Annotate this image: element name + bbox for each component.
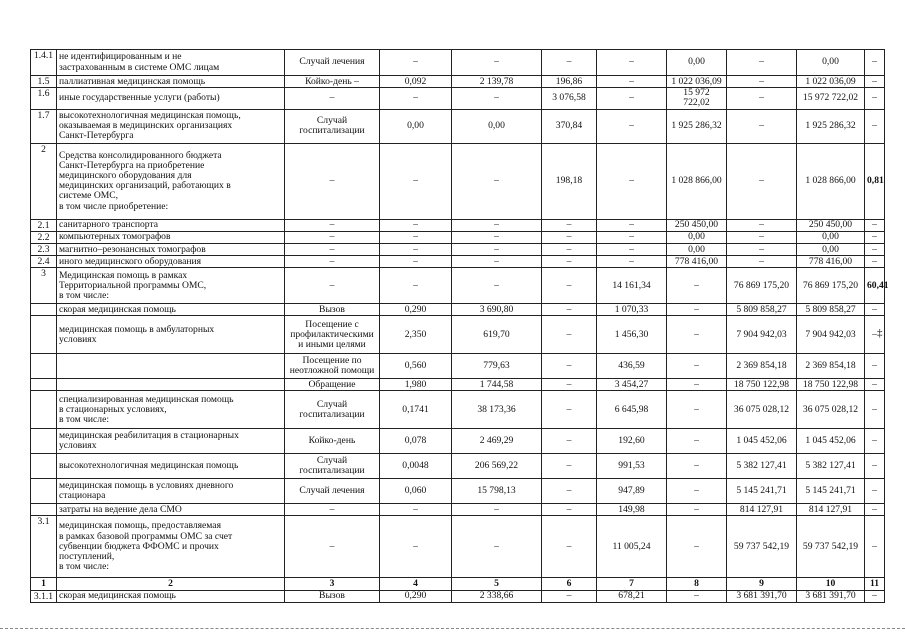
item-name-cell: магнитно–резонансных томографов xyxy=(57,244,285,256)
grand-total-cell: 1 925 286,32 xyxy=(797,109,865,143)
volume-norm-cell: – xyxy=(380,231,452,243)
unit-cell: Обращение xyxy=(285,379,380,391)
grand-total-cell: 1 045 452,06 xyxy=(797,429,865,454)
item-name-cell: Медицинская помощь в рамках Территориальной программы ОМС, в том числе: xyxy=(57,268,285,304)
cost-norm-cell: 0,00 xyxy=(452,109,542,143)
cost-norm-cell: – xyxy=(452,50,542,76)
item-name-cell: медицинская помощь в амбулаторных условиях xyxy=(57,316,285,354)
budget-total-cell: – xyxy=(667,391,727,429)
oms-total-cell: – xyxy=(727,143,797,219)
item-name-cell: 2 xyxy=(57,578,285,590)
row-number-cell: 3.1.1 xyxy=(31,590,57,602)
grand-total-cell: 250 450,00 xyxy=(797,219,865,231)
oms-total-cell: – xyxy=(727,231,797,243)
item-name-cell: иные государственные услуги (работы) xyxy=(57,88,285,109)
volume-norm-cell: 0,060 xyxy=(380,479,452,504)
budget-total-cell: – xyxy=(667,304,727,316)
cost-norm-cell: – xyxy=(452,244,542,256)
unit-cell: – xyxy=(285,219,380,231)
budget-total-cell: 1 028 866,00 xyxy=(667,143,727,219)
percent-cell: – xyxy=(865,88,885,109)
oms-total-cell: 59 737 542,19 xyxy=(727,516,797,578)
budget-total-cell: – xyxy=(667,516,727,578)
table-row xyxy=(31,219,885,231)
item-name-cell: высокотехнологичная медицинская помощь, оказываемая в медицинских организациях Санкт-Петербурга xyxy=(57,109,285,143)
cost-norm-cell: – xyxy=(452,268,542,304)
volume-norm-cell: – xyxy=(380,88,452,109)
per-capita-oms-cell: – xyxy=(597,143,667,219)
item-name-cell: не идентифицированным и не застрахованным в системе ОМС лицам xyxy=(57,50,285,76)
percent-cell: – xyxy=(865,316,885,354)
budget-total-cell: – xyxy=(667,429,727,454)
row-number-cell: 2.2 xyxy=(31,231,57,243)
grand-total-cell: 1 022 036,09 xyxy=(797,76,865,88)
volume-norm-cell: 0,0048 xyxy=(380,454,452,479)
budget-total-cell: 0,00 xyxy=(667,50,727,76)
table-row xyxy=(31,304,885,316)
table-row xyxy=(31,244,885,256)
volume-norm-cell: – xyxy=(380,244,452,256)
volume-norm-cell: – xyxy=(380,50,452,76)
oms-total-cell: – xyxy=(727,50,797,76)
grand-total-cell: 0,00 xyxy=(797,50,865,76)
per-capita-oms-cell: – xyxy=(597,231,667,243)
oms-total-cell: 5 145 241,71 xyxy=(727,479,797,504)
percent-cell: – xyxy=(865,391,885,429)
budget-total-cell: – xyxy=(667,316,727,354)
unit-cell: Койко-день – xyxy=(285,76,380,88)
table-row xyxy=(31,429,885,454)
item-name-cell: медицинская реабилитация в стационарных условиях xyxy=(57,429,285,454)
oms-total-cell: 18 750 122,98 xyxy=(727,379,797,391)
unit-cell: Случай госпитализации xyxy=(285,391,380,429)
percent-cell: 0,81 xyxy=(865,143,885,219)
oms-total-cell: – xyxy=(727,244,797,256)
per-capita-budget-cell: – xyxy=(542,231,597,243)
volume-norm-cell: – xyxy=(380,256,452,268)
per-capita-oms-cell: – xyxy=(597,76,667,88)
cost-norm-cell: 15 798,13 xyxy=(452,479,542,504)
percent-cell: – xyxy=(865,244,885,256)
percent-cell: – xyxy=(865,379,885,391)
table-row xyxy=(31,50,885,76)
budget-total-cell: – xyxy=(667,354,727,379)
cost-norm-cell: 5 xyxy=(452,578,542,590)
oms-total-cell: – xyxy=(727,256,797,268)
unit-cell: – xyxy=(285,88,380,109)
per-capita-oms-cell: 149,98 xyxy=(597,504,667,516)
grand-total-cell: 15 972 722,02 xyxy=(797,88,865,109)
oms-total-cell: 2 369 854,18 xyxy=(727,354,797,379)
row-number-cell: 3 xyxy=(31,268,57,304)
grand-total-cell: 1 028 866,00 xyxy=(797,143,865,219)
per-capita-budget-cell: – xyxy=(542,316,597,354)
oms-total-cell: 1 045 452,06 xyxy=(727,429,797,454)
per-capita-budget-cell: – xyxy=(542,268,597,304)
volume-norm-cell: 0,290 xyxy=(380,304,452,316)
unit-cell: – xyxy=(285,231,380,243)
percent-cell: – xyxy=(865,304,885,316)
percent-cell: – xyxy=(865,354,885,379)
grand-total-cell: 59 737 542,19 xyxy=(797,516,865,578)
row-number-cell: 2.3 xyxy=(31,244,57,256)
oms-total-cell: – xyxy=(727,109,797,143)
cost-norm-cell: – xyxy=(452,219,542,231)
per-capita-oms-cell: 947,89 xyxy=(597,479,667,504)
tariff-table-page xyxy=(30,49,889,603)
unit-cell: Случай лечения xyxy=(285,50,380,76)
volume-norm-cell: – xyxy=(380,268,452,304)
cost-norm-cell: 2 139,78 xyxy=(452,76,542,88)
item-name-cell: медицинская помощь, предоставляемая в рамках базовой программы ОМС за счет субвенции бюджета ФФОМС и прочих поступлений, в том числе: xyxy=(57,516,285,578)
percent-cell: – xyxy=(865,454,885,479)
table-row xyxy=(31,379,885,391)
per-capita-budget-cell: – xyxy=(542,516,597,578)
per-capita-oms-cell: 1 070,33 xyxy=(597,304,667,316)
volume-norm-cell: – xyxy=(380,143,452,219)
per-capita-oms-cell: 11 005,24 xyxy=(597,516,667,578)
item-name-cell: медицинская помощь в условиях дневного стационара xyxy=(57,479,285,504)
per-capita-oms-cell: – xyxy=(597,109,667,143)
table-row xyxy=(31,109,885,143)
oms-total-cell: 9 xyxy=(727,578,797,590)
table-row xyxy=(31,316,885,354)
item-name-cell: Средства консолидированного бюджета Санкт-Петербурга на приобретение медицинского оборудования для медицинских организаций, работающих в системе ОМС, в том числе приобретение: xyxy=(57,143,285,219)
unit-cell: Случай госпитализации xyxy=(285,454,380,479)
table-row xyxy=(31,479,885,504)
budget-total-cell: 250 450,00 xyxy=(667,219,727,231)
grand-total-cell: 5 382 127,41 xyxy=(797,454,865,479)
percent-cell: – xyxy=(865,76,885,88)
oms-total-cell: – xyxy=(727,76,797,88)
oms-total-cell: – xyxy=(727,219,797,231)
per-capita-budget-cell: – xyxy=(542,391,597,429)
table-row xyxy=(31,268,885,304)
cost-norm-cell: 1 744,58 xyxy=(452,379,542,391)
percent-cell: – xyxy=(865,429,885,454)
cost-norm-cell: 619,70 xyxy=(452,316,542,354)
table-row xyxy=(31,143,885,219)
table-row xyxy=(31,391,885,429)
item-name-cell xyxy=(57,379,285,391)
per-capita-budget-cell: – xyxy=(542,479,597,504)
cost-norm-cell: – xyxy=(452,256,542,268)
cost-norm-cell: 38 173,36 xyxy=(452,391,542,429)
per-capita-budget-cell: – xyxy=(542,454,597,479)
cost-norm-cell: 2 338,66 xyxy=(452,590,542,602)
volume-norm-cell: – xyxy=(380,504,452,516)
percent-cell: – xyxy=(865,256,885,268)
percent-cell: – xyxy=(865,109,885,143)
grand-total-cell: 5 145 241,71 xyxy=(797,479,865,504)
oms-total-cell: 7 904 942,03 xyxy=(727,316,797,354)
per-capita-budget-cell: – xyxy=(542,244,597,256)
percent-cell: – xyxy=(865,479,885,504)
table-row xyxy=(31,516,885,578)
volume-norm-cell: 0,560 xyxy=(380,354,452,379)
oms-total-cell: 814 127,91 xyxy=(727,504,797,516)
unit-cell: – xyxy=(285,504,380,516)
per-capita-oms-cell: 14 161,34 xyxy=(597,268,667,304)
item-name-cell xyxy=(57,354,285,379)
row-number-cell: 2 xyxy=(31,143,57,219)
percent-cell: 11 xyxy=(865,578,885,590)
unit-cell: 3 xyxy=(285,578,380,590)
oms-total-cell: 36 075 028,12 xyxy=(727,391,797,429)
row-number-cell xyxy=(31,429,57,454)
budget-total-cell: – xyxy=(667,504,727,516)
item-name-cell: санитарного транспорта xyxy=(57,219,285,231)
percent-cell: – xyxy=(865,219,885,231)
per-capita-budget-cell: 198,18 xyxy=(542,143,597,219)
volume-norm-cell: 0,1741 xyxy=(380,391,452,429)
grand-total-cell: 10 xyxy=(797,578,865,590)
grand-total-cell: 0,00 xyxy=(797,231,865,243)
per-capita-oms-cell: – xyxy=(597,244,667,256)
unit-cell: – xyxy=(285,256,380,268)
percent-cell: – xyxy=(865,504,885,516)
item-name-cell: затраты на ведение дела СМО xyxy=(57,504,285,516)
row-number-cell: 1.7 xyxy=(31,109,57,143)
cost-norm-cell: – xyxy=(452,143,542,219)
oms-total-cell: 76 869 175,20 xyxy=(727,268,797,304)
per-capita-budget-cell: 6 xyxy=(542,578,597,590)
per-capita-budget-cell: 370,84 xyxy=(542,109,597,143)
budget-total-cell: – xyxy=(667,590,727,602)
unit-cell: Посещение с профилактическими и иными целями xyxy=(285,316,380,354)
per-capita-budget-cell: – xyxy=(542,354,597,379)
table-row xyxy=(31,590,885,602)
volume-norm-cell: 2,350 xyxy=(380,316,452,354)
item-name-cell: скорая медицинская помощь xyxy=(57,590,285,602)
oms-total-cell: 3 681 391,70 xyxy=(727,590,797,602)
table-body xyxy=(31,50,889,603)
grand-total-cell: 2 369 854,18 xyxy=(797,354,865,379)
volume-norm-cell: – xyxy=(380,219,452,231)
grand-total-cell: 7 904 942,03 xyxy=(797,316,865,354)
row-number-cell xyxy=(31,479,57,504)
row-number-cell xyxy=(31,454,57,479)
budget-total-cell: – xyxy=(667,479,727,504)
item-name-cell: иного медицинского оборудования xyxy=(57,256,285,268)
grand-total-cell: 5 809 858,27 xyxy=(797,304,865,316)
row-number-cell xyxy=(31,379,57,391)
budget-total-cell: 0,00 xyxy=(667,244,727,256)
grand-total-cell: 36 075 028,12 xyxy=(797,391,865,429)
cost-norm-cell: – xyxy=(452,504,542,516)
row-number-cell: 1.6 xyxy=(31,88,57,109)
row-number-cell: 1.5 xyxy=(31,76,57,88)
volume-norm-cell: 4 xyxy=(380,578,452,590)
unit-cell: – xyxy=(285,516,380,578)
per-capita-budget-cell: – xyxy=(542,590,597,602)
grand-total-cell: 778 416,00 xyxy=(797,256,865,268)
budget-total-cell: 0,00 xyxy=(667,231,727,243)
grand-total-cell: 814 127,91 xyxy=(797,504,865,516)
volume-norm-cell: 0,078 xyxy=(380,429,452,454)
unit-cell: Случай лечения xyxy=(285,479,380,504)
cost-norm-cell: 2 469,29 xyxy=(452,429,542,454)
page-cut-line xyxy=(0,628,905,629)
row-number-cell xyxy=(31,354,57,379)
unit-cell: Случай госпитализации xyxy=(285,109,380,143)
per-capita-budget-cell: – xyxy=(542,504,597,516)
volume-norm-cell: 0,092 xyxy=(380,76,452,88)
cost-norm-cell: – xyxy=(452,231,542,243)
item-name-cell: специализированная медицинская помощь в стационарных условиях, в том числе: xyxy=(57,391,285,429)
unit-cell: Посещение по неотложной помощи xyxy=(285,354,380,379)
percent-cell: – xyxy=(865,590,885,602)
per-capita-oms-cell: – xyxy=(597,88,667,109)
volume-norm-cell: 0,00 xyxy=(380,109,452,143)
per-capita-budget-cell: – xyxy=(542,304,597,316)
oms-total-cell: 5 809 858,27 xyxy=(727,304,797,316)
per-capita-oms-cell: – xyxy=(597,50,667,76)
unit-cell: – xyxy=(285,143,380,219)
budget-total-cell: 1 925 286,32 xyxy=(667,109,727,143)
per-capita-budget-cell: – xyxy=(542,50,597,76)
cost-norm-cell: 206 569,22 xyxy=(452,454,542,479)
unit-cell: Койко-день xyxy=(285,429,380,454)
per-capita-budget-cell: 196,86 xyxy=(542,76,597,88)
row-number-cell xyxy=(31,316,57,354)
oms-total-cell: – xyxy=(727,88,797,109)
column-number-row xyxy=(31,578,885,590)
row-number-cell xyxy=(31,304,57,316)
per-capita-oms-cell: 7 xyxy=(597,578,667,590)
table-row xyxy=(31,88,885,109)
per-capita-oms-cell: 436,59 xyxy=(597,354,667,379)
table-row xyxy=(31,76,885,88)
item-name-cell: высокотехнологичная медицинская помощь xyxy=(57,454,285,479)
grand-total-cell: 76 869 175,20 xyxy=(797,268,865,304)
row-number-cell: 2.1 xyxy=(31,219,57,231)
budget-total-cell: – xyxy=(667,454,727,479)
per-capita-oms-cell: 3 454,27 xyxy=(597,379,667,391)
row-number-cell: 1.4.1 xyxy=(31,50,57,76)
unit-cell: – xyxy=(285,268,380,304)
per-capita-oms-cell: – xyxy=(597,256,667,268)
oms-total-cell: 5 382 127,41 xyxy=(727,454,797,479)
per-capita-oms-cell: 1 456,30 xyxy=(597,316,667,354)
budget-total-cell: 15 972 722,02 xyxy=(667,88,727,109)
row-number-cell xyxy=(31,391,57,429)
budget-total-cell: 8 xyxy=(667,578,727,590)
grand-total-cell: 18 750 122,98 xyxy=(797,379,865,391)
row-number-cell xyxy=(31,504,57,516)
row-number-cell: 2.4 xyxy=(31,256,57,268)
percent-cell: 60,41 xyxy=(865,268,885,304)
cost-norm-cell: – xyxy=(452,516,542,578)
program-cost-table xyxy=(30,49,889,603)
item-name-cell: компьютерных томографов xyxy=(57,231,285,243)
per-capita-oms-cell: 6 645,98 xyxy=(597,391,667,429)
budget-total-cell: – xyxy=(667,379,727,391)
budget-total-cell: 1 022 036,09 xyxy=(667,76,727,88)
unit-cell: – xyxy=(285,244,380,256)
per-capita-oms-cell: – xyxy=(597,219,667,231)
volume-norm-cell: – xyxy=(380,516,452,578)
row-number-cell: 1 xyxy=(31,578,57,590)
volume-norm-cell: 1,980 xyxy=(380,379,452,391)
table-row xyxy=(31,354,885,379)
margin-mark: ‡ xyxy=(877,327,883,339)
per-capita-oms-cell: 991,53 xyxy=(597,454,667,479)
per-capita-budget-cell: 3 076,58 xyxy=(542,88,597,109)
grand-total-cell: 3 681 391,70 xyxy=(797,590,865,602)
grand-total-cell: 0,00 xyxy=(797,244,865,256)
cost-norm-cell: 779,63 xyxy=(452,354,542,379)
percent-cell: – xyxy=(865,231,885,243)
per-capita-budget-cell: – xyxy=(542,429,597,454)
budget-total-cell: – xyxy=(667,268,727,304)
table-row xyxy=(31,504,885,516)
cost-norm-cell: 3 690,80 xyxy=(452,304,542,316)
row-number-cell: 3.1 xyxy=(31,516,57,578)
cost-norm-cell: – xyxy=(452,88,542,109)
per-capita-budget-cell: – xyxy=(542,256,597,268)
item-name-cell: паллиативная медицинская помощь xyxy=(57,76,285,88)
percent-cell: – xyxy=(865,516,885,578)
per-capita-oms-cell: 192,60 xyxy=(597,429,667,454)
table-row xyxy=(31,454,885,479)
table-row xyxy=(31,256,885,268)
per-capita-budget-cell: – xyxy=(542,219,597,231)
unit-cell: Вызов xyxy=(285,304,380,316)
table-row xyxy=(31,231,885,243)
item-name-cell: скорая медицинская помощь xyxy=(57,304,285,316)
per-capita-oms-cell: 678,21 xyxy=(597,590,667,602)
per-capita-budget-cell: – xyxy=(542,379,597,391)
budget-total-cell: 778 416,00 xyxy=(667,256,727,268)
percent-cell: – xyxy=(865,50,885,76)
unit-cell: Вызов xyxy=(285,590,380,602)
volume-norm-cell: 0,290 xyxy=(380,590,452,602)
